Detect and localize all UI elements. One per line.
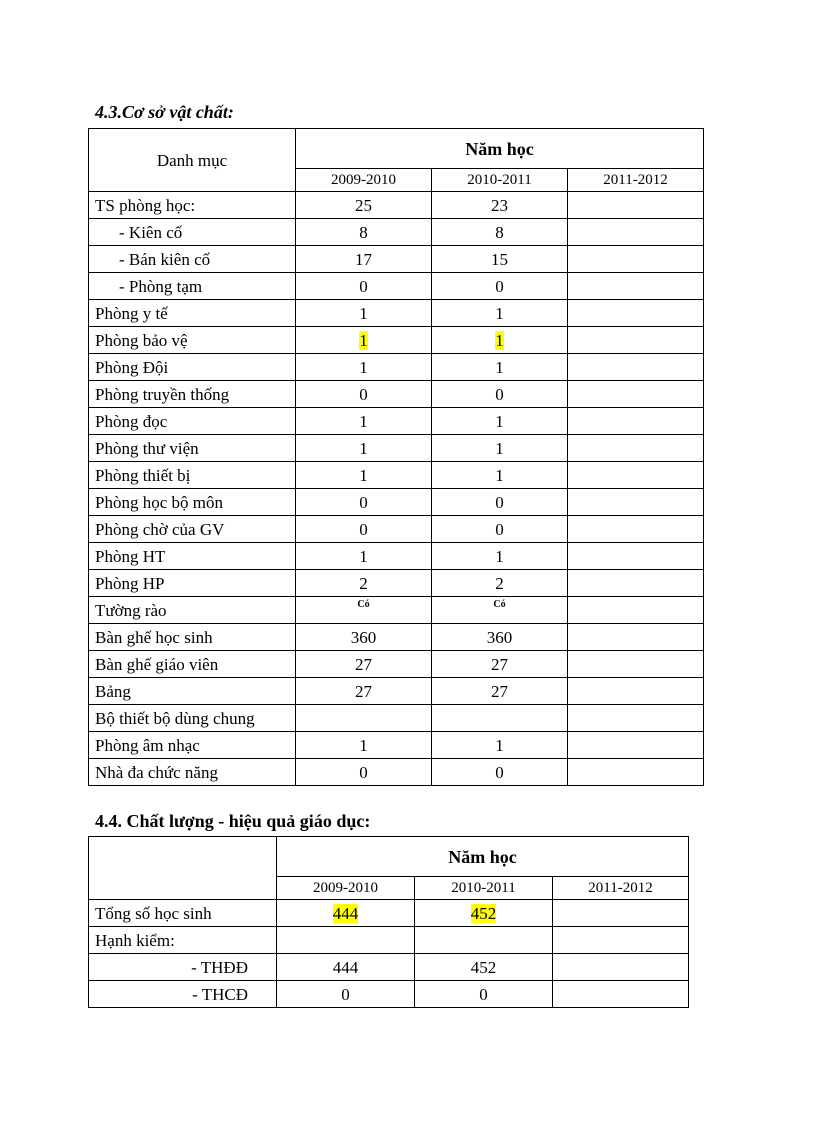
row-value: 1 <box>296 435 432 462</box>
row-label: Bàn ghế học sinh <box>89 624 296 651</box>
facilities-table <box>88 128 704 786</box>
table-row <box>89 219 704 246</box>
row-value: 1 <box>432 543 568 570</box>
header-year-2: 2010-2011 <box>432 169 568 192</box>
row-value <box>568 651 704 678</box>
row-value <box>568 732 704 759</box>
header-year-1: 2009-2010 <box>277 877 415 900</box>
table-row <box>89 489 704 516</box>
table-row <box>89 732 704 759</box>
row-label: Phòng truyền thống <box>89 381 296 408</box>
row-value <box>568 408 704 435</box>
row-value <box>568 705 704 732</box>
header-year-3: 2011-2012 <box>568 169 704 192</box>
row-value <box>568 246 704 273</box>
row-value: 1 <box>296 543 432 570</box>
row-value: 0 <box>277 981 415 1008</box>
table-row <box>89 759 704 786</box>
table-row <box>89 246 704 273</box>
highlighted-value: 452 <box>470 903 497 923</box>
row-label: Phòng âm nhạc <box>89 732 296 759</box>
row-value: 0 <box>432 489 568 516</box>
row-label: - THCĐ <box>89 981 277 1008</box>
row-value: 27 <box>296 651 432 678</box>
row-label: Nhà đa chức năng <box>89 759 296 786</box>
row-value <box>296 327 432 354</box>
row-value <box>568 354 704 381</box>
row-value: 0 <box>415 981 553 1008</box>
row-value <box>568 570 704 597</box>
section-title-education-quality: 4.4. Chất lượng - hiệu quả giáo dục: <box>95 811 371 831</box>
table-row <box>89 435 704 462</box>
row-value <box>568 516 704 543</box>
row-value: 1 <box>432 354 568 381</box>
row-value <box>568 624 704 651</box>
row-value: 15 <box>432 246 568 273</box>
table-header-row <box>89 129 704 169</box>
row-value: 1 <box>432 408 568 435</box>
table-row <box>89 651 704 678</box>
row-value: 0 <box>296 759 432 786</box>
row-value <box>568 678 704 705</box>
row-value <box>568 327 704 354</box>
row-value: 27 <box>432 651 568 678</box>
row-value: 1 <box>432 462 568 489</box>
row-label: Bảng <box>89 678 296 705</box>
table-row <box>89 624 704 651</box>
row-value <box>568 597 704 624</box>
row-label: Tổng số học sinh <box>89 900 277 927</box>
row-label: Phòng đọc <box>89 408 296 435</box>
row-value <box>415 900 553 927</box>
table-row <box>89 954 689 981</box>
row-value <box>553 954 689 981</box>
row-value: 0 <box>432 381 568 408</box>
row-value: 8 <box>296 219 432 246</box>
row-label: - Phòng tạm <box>89 273 296 300</box>
table-header-row <box>89 837 689 877</box>
row-value: 1 <box>432 300 568 327</box>
row-label: Phòng HP <box>89 570 296 597</box>
row-value <box>568 759 704 786</box>
row-value: 23 <box>432 192 568 219</box>
row-value: 2 <box>296 570 432 597</box>
header-year-2: 2010-2011 <box>415 877 553 900</box>
row-label: - THĐĐ <box>89 954 277 981</box>
header-year-1: 2009-2010 <box>296 169 432 192</box>
row-value: 0 <box>432 273 568 300</box>
row-value: 27 <box>432 678 568 705</box>
row-value <box>568 273 704 300</box>
table-row <box>89 678 704 705</box>
row-label: Phòng Đội <box>89 354 296 381</box>
row-value: 1 <box>296 300 432 327</box>
row-value <box>553 927 689 954</box>
table-row <box>89 408 704 435</box>
row-value: 452 <box>415 954 553 981</box>
row-value <box>277 927 415 954</box>
table-row <box>89 597 704 624</box>
table-row <box>89 705 704 732</box>
row-value: 25 <box>296 192 432 219</box>
table-row <box>89 381 704 408</box>
row-label: Phòng thư viện <box>89 435 296 462</box>
row-value: 0 <box>296 381 432 408</box>
table-row <box>89 981 689 1008</box>
row-value <box>568 192 704 219</box>
table-row <box>89 192 704 219</box>
row-value <box>415 927 553 954</box>
header-school-year: Năm học <box>296 129 704 169</box>
row-label: TS phòng học: <box>89 192 296 219</box>
row-value <box>568 381 704 408</box>
row-value <box>296 705 432 732</box>
row-label: Phòng bảo vệ <box>89 327 296 354</box>
row-value: 0 <box>432 516 568 543</box>
section-title-facilities: 4.3.Cơ sở vật chất: <box>95 102 234 122</box>
row-value <box>432 705 568 732</box>
education-quality-table <box>88 836 689 1008</box>
row-label: Phòng y tế <box>89 300 296 327</box>
table-row <box>89 300 704 327</box>
table-row <box>89 570 704 597</box>
header-school-year: Năm học <box>277 837 689 877</box>
row-label: Tường rào <box>89 597 296 624</box>
row-label: Hạnh kiểm: <box>89 927 277 954</box>
row-value <box>568 462 704 489</box>
row-value: 0 <box>432 759 568 786</box>
row-value: Có <box>296 597 432 624</box>
table-row <box>89 354 704 381</box>
row-value <box>432 327 568 354</box>
row-label: Bộ thiết bộ dùng chung <box>89 705 296 732</box>
row-value <box>277 900 415 927</box>
row-label: Phòng HT <box>89 543 296 570</box>
row-value <box>553 981 689 1008</box>
row-label: Phòng học bộ môn <box>89 489 296 516</box>
row-value: 1 <box>432 435 568 462</box>
row-value: 360 <box>432 624 568 651</box>
row-value: 17 <box>296 246 432 273</box>
row-value <box>568 489 704 516</box>
row-value: 1 <box>296 354 432 381</box>
row-value: 1 <box>296 462 432 489</box>
row-value: 1 <box>296 408 432 435</box>
row-label: Bàn ghế giáo viên <box>89 651 296 678</box>
header-category: Danh mục <box>89 129 296 192</box>
row-value <box>568 543 704 570</box>
header-year-3: 2011-2012 <box>553 877 689 900</box>
row-value: Có <box>432 597 568 624</box>
row-label: - Bán kiên cố <box>89 246 296 273</box>
row-value <box>568 300 704 327</box>
row-value: 0 <box>296 273 432 300</box>
highlighted-value: 1 <box>359 330 368 350</box>
row-value: 0 <box>296 489 432 516</box>
table-row <box>89 516 704 543</box>
row-value: 0 <box>296 516 432 543</box>
row-value: 360 <box>296 624 432 651</box>
row-value: 2 <box>432 570 568 597</box>
row-value <box>553 900 689 927</box>
row-label: Phòng chờ của GV <box>89 516 296 543</box>
row-value: 1 <box>432 732 568 759</box>
highlighted-value: 444 <box>332 903 359 923</box>
row-label: Phòng thiết bị <box>89 462 296 489</box>
table-row <box>89 462 704 489</box>
row-value: 444 <box>277 954 415 981</box>
row-label: - Kiên cố <box>89 219 296 246</box>
table-row <box>89 900 689 927</box>
row-value <box>568 219 704 246</box>
row-value <box>568 435 704 462</box>
header-empty-cell <box>89 837 277 900</box>
table-row <box>89 927 689 954</box>
row-value: 8 <box>432 219 568 246</box>
table-row <box>89 543 704 570</box>
table-row <box>89 273 704 300</box>
highlighted-value: 1 <box>495 330 504 350</box>
row-value: 1 <box>296 732 432 759</box>
row-value: 27 <box>296 678 432 705</box>
table-row <box>89 327 704 354</box>
